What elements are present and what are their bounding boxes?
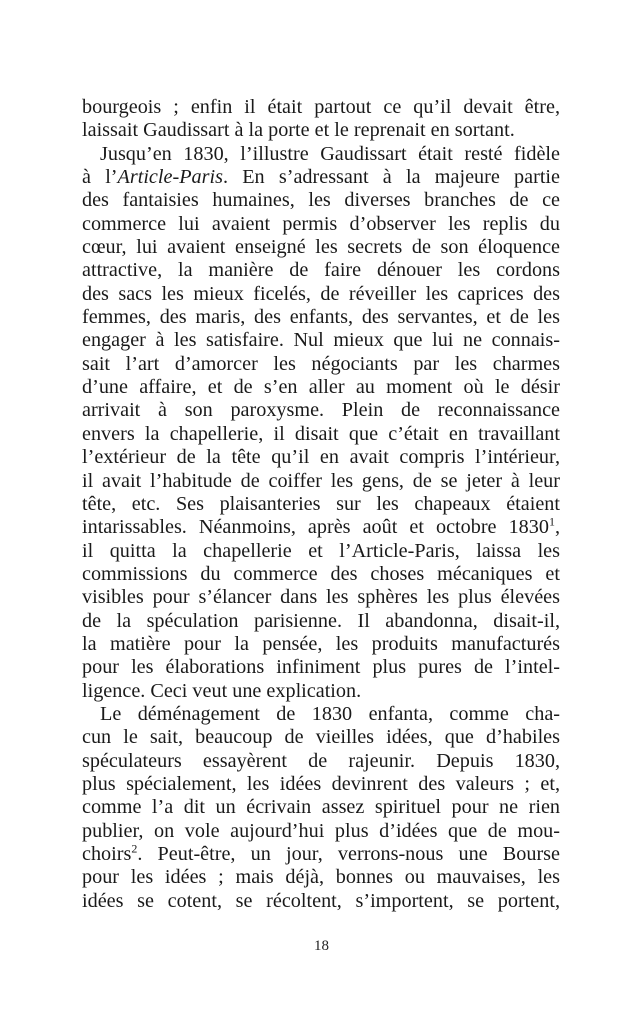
- text-segment: pour les élaborations infiniment plus pures de l’intel-: [82, 656, 560, 679]
- text-segment: cœur, lui avaient enseigné les secrets de son éloquence: [82, 236, 560, 259]
- text-line: [82, 143, 560, 166]
- text-segment: tête, etc. Ses plaisanteries sur les chapeaux étaient: [82, 492, 560, 515]
- text-segment: comme l’a dit un écrivain assez spirituel pour ne rien: [82, 796, 560, 819]
- text-segment: attractive, la manière de faire dénouer les cordons: [82, 259, 560, 282]
- footnote-marker[interactable]: 2: [131, 841, 138, 856]
- text-line: [82, 750, 560, 773]
- text-line: [82, 166, 560, 189]
- text-line: [82, 423, 560, 446]
- text-line: [82, 516, 560, 539]
- text-line: [82, 703, 560, 726]
- text-segment: intarissables. Néanmoins, après août et octobre 1830: [82, 516, 549, 539]
- text-line: [82, 773, 560, 796]
- text-segment: d’une affaire, et de s’en aller au moment où le désir: [82, 376, 560, 399]
- text-segment: de la spéculation parisienne. Il abandonna, disait-il,: [82, 609, 560, 632]
- text-line: [82, 399, 560, 422]
- text-segment: pour les idées ; mais déjà, bonnes ou mauvaises, les: [82, 866, 560, 889]
- text-segment: idées se cotent, se récoltent, s’importent, se portent,: [82, 889, 560, 912]
- text-line: [82, 843, 560, 866]
- text-segment: Le déménagement de 1830 enfanta, comme cha-: [100, 702, 560, 725]
- text-line: [82, 283, 560, 306]
- text-line: [82, 259, 560, 282]
- page-number: 18: [314, 938, 329, 954]
- text-line: [82, 189, 560, 212]
- text-segment: arrivait à son paroxysme. Plein de reconnaissance: [82, 399, 560, 422]
- text-segment: spéculateurs essayèrent de rajeunir. Depuis 1830,: [82, 749, 560, 772]
- text-segment: des fantaisies humaines, les diverses branches de ce: [82, 189, 560, 212]
- italic-term: Article-Paris: [117, 166, 223, 189]
- text-line: [82, 353, 560, 376]
- text-line: [82, 610, 560, 633]
- text-segment: ,: [554, 516, 560, 539]
- text-segment: bourgeois ; enfin il était partout ce qu’il devait être,: [82, 96, 560, 118]
- text-line: [82, 820, 560, 843]
- text-segment: sait l’art d’amorcer les négociants par les charmes: [82, 352, 560, 375]
- text-line: [82, 213, 560, 236]
- text-line: [82, 306, 560, 329]
- text-line: [82, 796, 560, 819]
- text-segment: des sacs les mieux ficelés, de réveiller les caprices des: [82, 282, 560, 305]
- text-segment: plus spécialement, les idées devinrent des valeurs ; et,: [82, 772, 560, 795]
- text-segment: laissait Gaudissart à la porte et le reprenait en sortant.: [82, 119, 515, 142]
- text-line: [82, 446, 560, 469]
- text-segment: Jusqu’en 1830, l’illustre Gaudissart était resté fidèle: [100, 142, 560, 165]
- text-segment: femmes, des maris, des enfants, des servantes, et de les: [82, 306, 560, 329]
- text-line: [82, 680, 560, 703]
- text-segment: choirs: [82, 843, 132, 865]
- text-line: [82, 376, 560, 399]
- text-line: [82, 540, 560, 563]
- text-segment: envers la chapellerie, il disait que c’était en travaillant: [82, 422, 560, 445]
- text-segment: à l’: [82, 166, 118, 189]
- text-segment: commissions du commerce des choses mécaniques et: [82, 562, 560, 585]
- text-segment: . En s’adressant à la majeure partie: [222, 166, 560, 189]
- text-line: [82, 890, 560, 913]
- text-line: [82, 236, 560, 259]
- text-segment: engager à les satisfaire. Nul mieux que lui ne connais-: [82, 329, 560, 352]
- text-line: [82, 633, 560, 656]
- text-line: [82, 656, 560, 679]
- text-segment: commerce lui avaient permis d’observer les replis du: [82, 212, 560, 235]
- text-line: [82, 329, 560, 352]
- text-segment: . Peut-être, un jour, verrons-nous une Bourse: [137, 843, 560, 865]
- text-segment: ligence. Ceci veut une explication.: [82, 679, 362, 702]
- text-segment: la matière pour la pensée, les produits manufacturés: [82, 632, 560, 655]
- body-text: [82, 96, 560, 913]
- text-line: [82, 96, 560, 119]
- text-line: [82, 866, 560, 889]
- text-line: [82, 119, 560, 142]
- text-segment: il quitta la chapellerie et l’Article-Paris, laissa les: [82, 539, 560, 562]
- text-line: [82, 726, 560, 749]
- text-line: [82, 470, 560, 493]
- text-line: [82, 586, 560, 609]
- text-line: [82, 563, 560, 586]
- text-line: [82, 493, 560, 516]
- text-segment: il avait l’habitude de coiffer les gens, de se jeter à leur: [82, 469, 560, 492]
- text-segment: visibles pour s’élancer dans les sphères les plus élevées: [82, 586, 560, 609]
- text-segment: l’extérieur de la tête qu’il en avait compris l’intérieur,: [82, 446, 560, 469]
- text-segment: cun le sait, beaucoup de vieilles idées, que d’habiles: [82, 726, 560, 749]
- footnote-marker[interactable]: 1: [548, 514, 555, 529]
- text-segment: publier, on vole aujourd’hui plus d’idées que de mou-: [82, 819, 560, 842]
